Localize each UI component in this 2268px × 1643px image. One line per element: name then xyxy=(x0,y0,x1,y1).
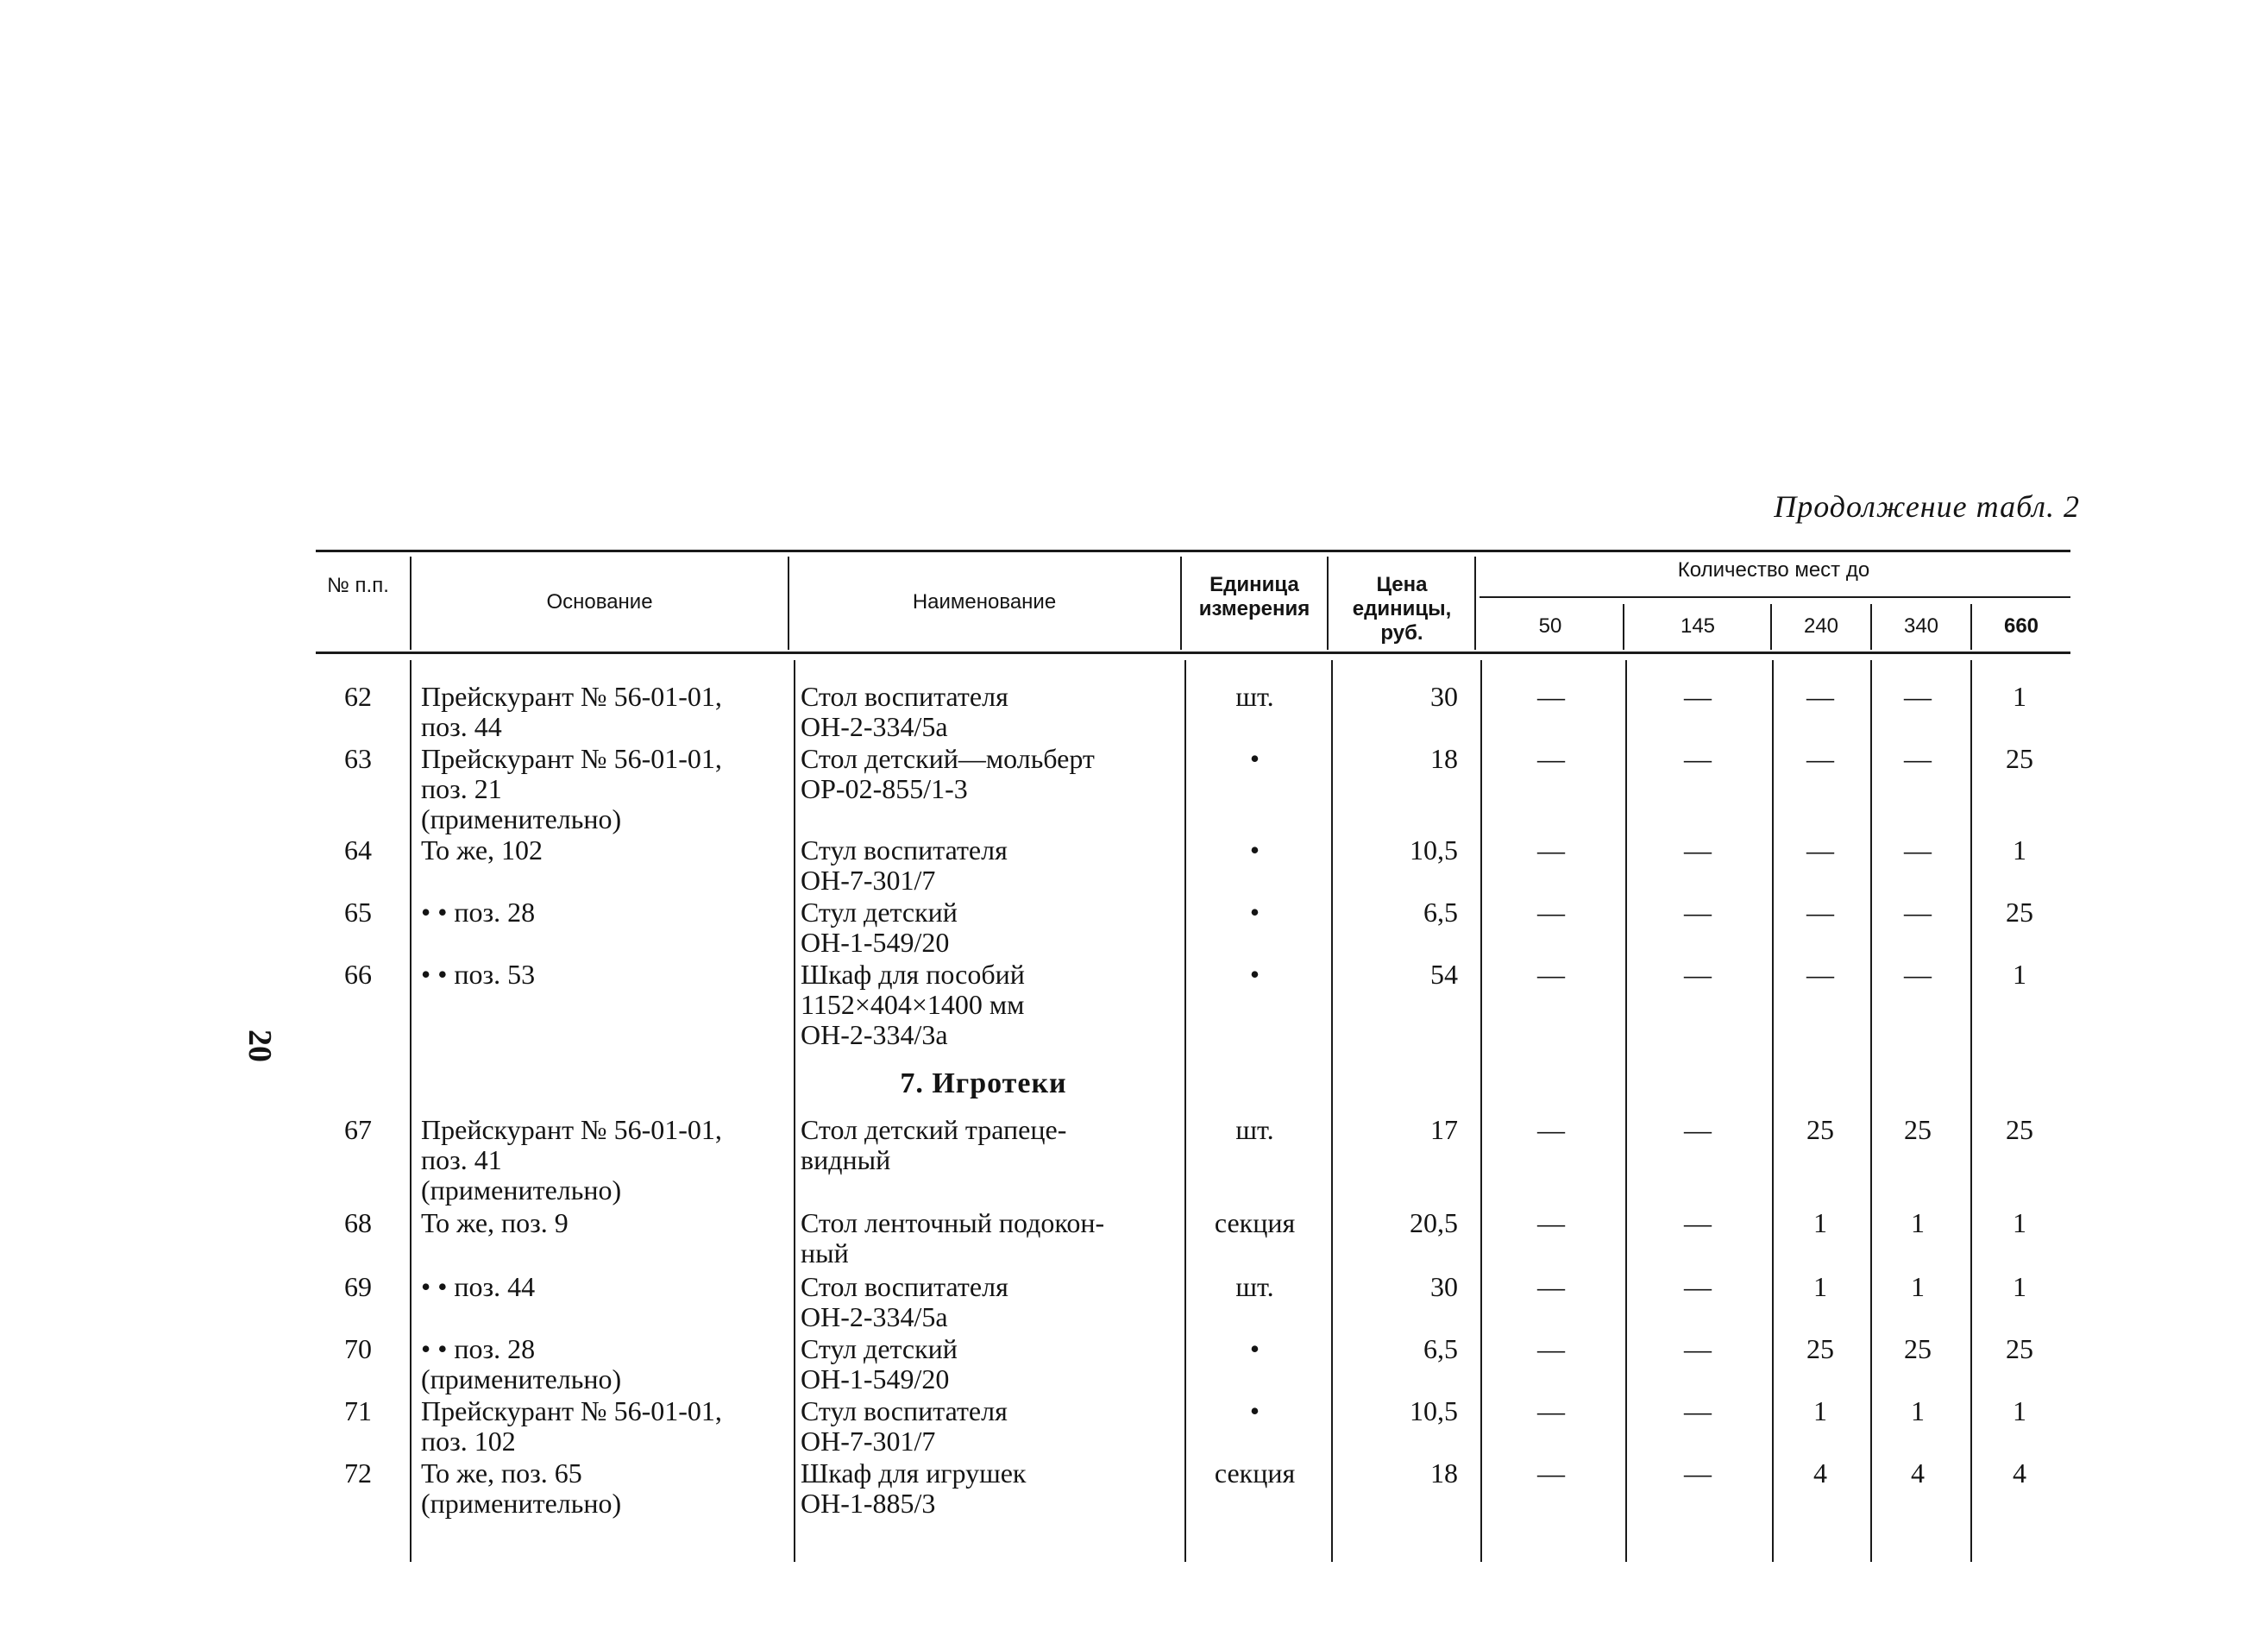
row-quantity-50: — xyxy=(1537,743,1565,774)
col-divider xyxy=(1474,557,1476,650)
col-divider xyxy=(410,660,412,1562)
row-name-line: ОН-1-885/3 xyxy=(801,1488,936,1519)
row-quantity-50: — xyxy=(1537,897,1565,928)
header-unit: Единица измерения xyxy=(1198,573,1310,620)
header-quantity-50: 50 xyxy=(1538,614,1562,638)
header-quantity-240: 240 xyxy=(1803,614,1839,638)
row-name xyxy=(801,1272,1180,1332)
row-price: 30 xyxy=(1430,681,1458,712)
row-number: 66 xyxy=(344,959,372,990)
row-quantity-340: — xyxy=(1904,959,1932,990)
row-name-line: ОН-1-549/20 xyxy=(801,927,950,958)
row-quantity-660: 25 xyxy=(2006,1114,2033,1145)
row-name xyxy=(801,1396,1180,1457)
row-basis-line: поз. 102 xyxy=(421,1426,516,1457)
header-quantity-340: 340 xyxy=(1903,614,1939,638)
row-number: 65 xyxy=(344,897,372,928)
row-quantity-145: — xyxy=(1684,897,1712,928)
col-divider xyxy=(1327,557,1329,650)
row-quantity-340: — xyxy=(1904,681,1932,712)
row-name xyxy=(801,960,1180,1050)
header-quantity: Количество мест до xyxy=(1677,558,1870,582)
row-unit: • xyxy=(1249,834,1260,866)
col-divider xyxy=(410,557,412,650)
row-basis-line: • • поз. 28 xyxy=(421,1333,536,1364)
row-basis-line: Прейскурант № 56-01-01, xyxy=(421,681,722,712)
row-price: 10,5 xyxy=(1410,834,1458,866)
col-divider xyxy=(1970,660,1972,1562)
row-quantity-240: — xyxy=(1806,681,1834,712)
row-price: 6,5 xyxy=(1423,897,1458,928)
row-name-line: Стол детский трапеце- xyxy=(801,1114,1067,1145)
row-basis-line: поз. 41 xyxy=(421,1144,502,1175)
row-unit: • xyxy=(1249,743,1260,774)
row-quantity-340: — xyxy=(1904,897,1932,928)
row-price: 18 xyxy=(1430,743,1458,774)
row-basis xyxy=(421,744,783,834)
row-quantity-340: 25 xyxy=(1904,1114,1932,1145)
row-basis-line: (применительно) xyxy=(421,1488,622,1519)
row-basis xyxy=(421,1396,783,1457)
row-unit: • xyxy=(1249,1395,1260,1426)
row-unit: шт. xyxy=(1235,681,1274,712)
row-number: 64 xyxy=(344,834,372,866)
row-unit: секция xyxy=(1214,1207,1296,1238)
row-basis-line: (применительно) xyxy=(421,803,622,834)
col-divider xyxy=(1331,660,1333,1562)
row-quantity-50: — xyxy=(1537,959,1565,990)
row-quantity-340: — xyxy=(1904,743,1932,774)
row-quantity-50: — xyxy=(1537,1114,1565,1145)
row-quantity-240: 1 xyxy=(1813,1271,1827,1302)
row-basis-line: • • поз. 28 xyxy=(421,897,536,928)
row-unit: шт. xyxy=(1235,1114,1274,1145)
row-basis-line: поз. 44 xyxy=(421,711,502,742)
row-quantity-240: 25 xyxy=(1806,1333,1834,1364)
row-basis xyxy=(421,1334,783,1394)
row-name-line: Стол ленточный подокон- xyxy=(801,1207,1105,1238)
row-quantity-145: — xyxy=(1684,1207,1712,1238)
row-name xyxy=(801,1115,1180,1175)
row-price: 54 xyxy=(1430,959,1458,990)
row-quantity-50: — xyxy=(1537,681,1565,712)
col-divider xyxy=(1184,660,1186,1562)
row-quantity-340: — xyxy=(1904,834,1932,866)
row-basis-line: поз. 21 xyxy=(421,773,502,804)
row-quantity-660: 4 xyxy=(2013,1457,2026,1489)
row-price: 20,5 xyxy=(1410,1207,1458,1238)
row-name-line: Стол воспитателя xyxy=(801,1271,1008,1302)
col-divider xyxy=(1772,660,1774,1562)
row-quantity-50: — xyxy=(1537,1271,1565,1302)
row-basis-line: (применительно) xyxy=(421,1174,622,1205)
row-number: 67 xyxy=(344,1114,372,1145)
row-quantity-240: — xyxy=(1806,834,1834,866)
row-name-line: Стул воспитателя xyxy=(801,1395,1008,1426)
row-name xyxy=(801,1334,1180,1394)
row-name-line: Стул воспитателя xyxy=(801,834,1008,866)
col-divider xyxy=(1625,660,1627,1562)
table-caption: Продолжение табл. 2 xyxy=(1774,489,2080,524)
header-basis: Основание xyxy=(546,590,653,614)
row-price: 6,5 xyxy=(1423,1333,1458,1364)
row-number: 70 xyxy=(344,1333,372,1364)
row-quantity-240: — xyxy=(1806,897,1834,928)
row-name xyxy=(801,744,1180,804)
row-quantity-660: 1 xyxy=(2013,959,2026,990)
row-basis xyxy=(421,1272,783,1302)
row-quantity-660: 1 xyxy=(2013,1207,2026,1238)
row-number: 68 xyxy=(344,1207,372,1238)
row-quantity-240: 4 xyxy=(1813,1457,1827,1489)
row-quantity-240: — xyxy=(1806,959,1834,990)
row-quantity-240: 1 xyxy=(1813,1395,1827,1426)
row-basis xyxy=(421,682,783,742)
row-basis xyxy=(421,1458,783,1519)
row-name-line: ОН-1-549/20 xyxy=(801,1363,950,1394)
row-quantity-660: 1 xyxy=(2013,681,2026,712)
row-quantity-145: — xyxy=(1684,1333,1712,1364)
row-quantity-145: — xyxy=(1684,834,1712,866)
row-quantity-145: — xyxy=(1684,1395,1712,1426)
row-quantity-240: 25 xyxy=(1806,1114,1834,1145)
row-quantity-50: — xyxy=(1537,1457,1565,1489)
row-basis-line: • • поз. 53 xyxy=(421,959,536,990)
row-name-line: Стул детский xyxy=(801,897,958,928)
row-quantity-50: — xyxy=(1537,1333,1565,1364)
header-bottom-rule xyxy=(316,652,2070,654)
row-quantity-340: 1 xyxy=(1911,1395,1925,1426)
row-unit: • xyxy=(1249,1333,1260,1364)
col-divider xyxy=(1180,557,1182,650)
row-name-line: Шкаф для игрушек xyxy=(801,1457,1027,1489)
row-name-line: ОН-7-301/7 xyxy=(801,1426,936,1457)
row-name-line: Стол детский—мольберт xyxy=(801,743,1095,774)
row-name-line: 1152×404×1400 мм xyxy=(801,989,1025,1020)
row-name-line: Стол воспитателя xyxy=(801,681,1008,712)
row-unit: шт. xyxy=(1235,1271,1274,1302)
row-basis xyxy=(421,1208,783,1238)
row-basis-line: Прейскурант № 56-01-01, xyxy=(421,1395,722,1426)
row-name-line: ОН-2-334/5а xyxy=(801,711,948,742)
row-basis-line: То же, поз. 9 xyxy=(421,1207,569,1238)
row-basis xyxy=(421,1115,783,1205)
row-quantity-145: — xyxy=(1684,1271,1712,1302)
section-title: 7. Игротеки xyxy=(900,1067,1067,1099)
row-quantity-145: — xyxy=(1684,681,1712,712)
col-divider xyxy=(1480,660,1482,1562)
table-top-rule xyxy=(316,550,2070,552)
row-number: 69 xyxy=(344,1271,372,1302)
row-basis-line: (применительно) xyxy=(421,1363,622,1394)
header-quantity-145: 145 xyxy=(1680,614,1716,638)
row-name-line: Шкаф для пособий xyxy=(801,959,1025,990)
row-name-line: ОН-2-334/5а xyxy=(801,1301,948,1332)
page-number: 20 xyxy=(242,1029,278,1062)
row-quantity-340: 1 xyxy=(1911,1271,1925,1302)
row-quantity-660: 1 xyxy=(2013,1395,2026,1426)
row-quantity-660: 1 xyxy=(2013,1271,2026,1302)
col-divider xyxy=(794,660,795,1562)
row-price: 17 xyxy=(1430,1114,1458,1145)
row-quantity-145: — xyxy=(1684,743,1712,774)
row-name-line: ный xyxy=(801,1237,849,1268)
row-name-line: ОН-7-301/7 xyxy=(801,865,936,896)
row-basis-line: То же, 102 xyxy=(421,834,543,866)
row-name-line: ОН-2-334/3а xyxy=(801,1019,948,1050)
header-price: Цена единицы, руб. xyxy=(1352,573,1452,645)
header-num: № п.п. xyxy=(327,574,389,597)
row-price: 30 xyxy=(1430,1271,1458,1302)
row-basis-line: • • поз. 44 xyxy=(421,1271,536,1302)
row-quantity-50: — xyxy=(1537,1207,1565,1238)
row-name-line: Стул детский xyxy=(801,1333,958,1364)
row-basis-line: Прейскурант № 56-01-01, xyxy=(421,743,722,774)
row-quantity-145: — xyxy=(1684,1114,1712,1145)
row-quantity-145: — xyxy=(1684,1457,1712,1489)
row-quantity-240: — xyxy=(1806,743,1834,774)
row-price: 18 xyxy=(1430,1457,1458,1489)
row-quantity-240: 1 xyxy=(1813,1207,1827,1238)
row-basis-line: Прейскурант № 56-01-01, xyxy=(421,1114,722,1145)
row-quantity-145: — xyxy=(1684,959,1712,990)
row-quantity-340: 4 xyxy=(1911,1457,1925,1489)
row-quantity-340: 1 xyxy=(1911,1207,1925,1238)
header-quantity-660: 660 xyxy=(2003,614,2039,638)
row-number: 62 xyxy=(344,681,372,712)
header-name: Наименование xyxy=(912,590,1057,614)
row-quantity-50: — xyxy=(1537,1395,1565,1426)
row-quantity-660: 1 xyxy=(2013,834,2026,866)
row-name xyxy=(801,1208,1180,1268)
row-quantity-660: 25 xyxy=(2006,1333,2033,1364)
row-unit: секция xyxy=(1214,1457,1296,1489)
quantity-header-rule xyxy=(1480,596,2070,598)
row-quantity-660: 25 xyxy=(2006,897,2033,928)
row-price: 10,5 xyxy=(1410,1395,1458,1426)
row-quantity-660: 25 xyxy=(2006,743,2033,774)
row-name xyxy=(801,1458,1180,1519)
row-name xyxy=(801,682,1180,742)
row-basis-line: То же, поз. 65 xyxy=(421,1457,582,1489)
row-number: 71 xyxy=(344,1395,372,1426)
row-name xyxy=(801,897,1180,958)
row-name xyxy=(801,835,1180,896)
row-quantity-340: 25 xyxy=(1904,1333,1932,1364)
row-name-line: видный xyxy=(801,1144,891,1175)
col-divider xyxy=(1870,660,1872,1562)
row-number: 72 xyxy=(344,1457,372,1489)
row-unit: • xyxy=(1249,897,1260,928)
row-quantity-50: — xyxy=(1537,834,1565,866)
row-basis xyxy=(421,960,783,990)
row-basis xyxy=(421,897,783,928)
row-name-line: ОР-02-855/1-3 xyxy=(801,773,968,804)
row-basis xyxy=(421,835,783,866)
row-unit: • xyxy=(1249,959,1260,990)
row-number: 63 xyxy=(344,743,372,774)
